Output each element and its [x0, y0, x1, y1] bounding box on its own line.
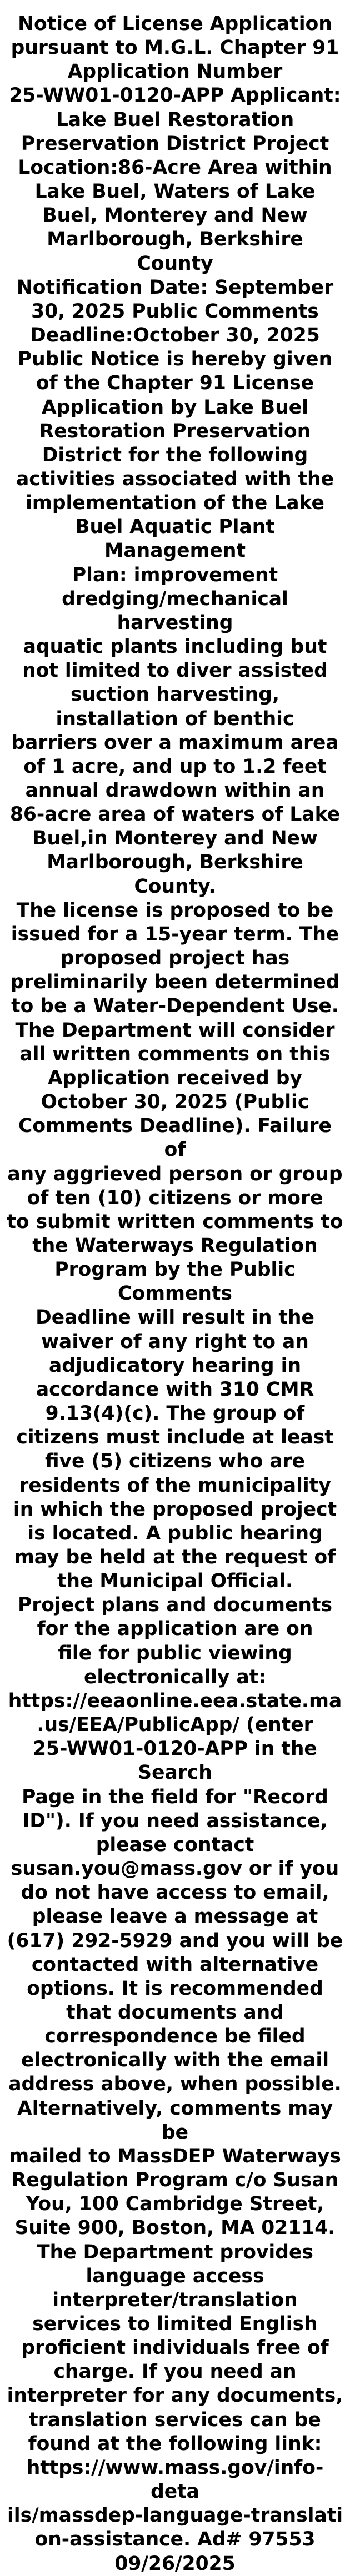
notice-body-text: Notice of License Application pursuant to M.G.L. Chapter 91 Application Number 25-WW01-0120-APP Applicant: Lake Buel Restoration Preservation District Project Location:86-Acre Area within Lake Buel, Waters of Lake Buel, Monterey and New Marlborough, Berkshire County Notification Date: September 30, 2025 Public Comments Deadline:October 30, 2025 Public Notice is hereby given of the Chapter 91 License Application by Lake Buel Restoration Preservation District for the following activities associated with the implementation of the Lake Buel Aquatic Plant Management Plan: improvement dredging/mechanical harvesting aquatic plants including but not limited to diver assisted suction harvesting, installation of benthic barriers over a maximum area of 1 acre, and up to 1.2 feet annual drawdown within an 86-acre area of waters of Lake Buel,in Monterey and New Marlborough, Berkshire County. The license is proposed to be issued for a 15-year term. The proposed project has preliminarily been determined to be a Water-Dependent Use. The Department will consider all written comments on this Application received by October 30, 2025 (Public Comments Deadline). Failure of any aggrieved person or group of ten (10) citizens or more to submit written comments to the Waterways Regulation Program by the Public Comments Deadline will result in the waiver of any right to an adjudicatory hearing in accordance with 310 CMR 9.13(4)(c). The group of citizens must include at least five (5) citizens who are residents of the municipality in which the proposed project is located. A public hearing may be held at the request of the Municipal Official. Project plans and documents for the application are on file for public viewing electronically at: https://eeaonline.eea.state.ma .us/EEA/PublicApp/ (enter 25-WW01-0120-APP in the Search Page in the field for "Record ID"). If you need assistance, please contact susan.you@mass.gov or if you do not have access to email, please leave a message at (617) 292-5929 and you will be contacted with alternative options. It is recommended that documents and correspondence be filed electronically with the email address above, when possible. Alternatively, comments may be mailed to MassDEP Waterways Regulation Program c/o Susan You, 100 Cambridge Street, Suite 900, Boston, MA 02114. The Department provides language access interpreter/translation services to limited English proficient individuals free of charge. If you need an interpreter for any documents, translation services can be found at the following link: https://www.mass.gov/info-deta ils/massdep-language-translati on-assistance. Ad# 97553 09/26/2025: [7, 13, 343, 2575]
